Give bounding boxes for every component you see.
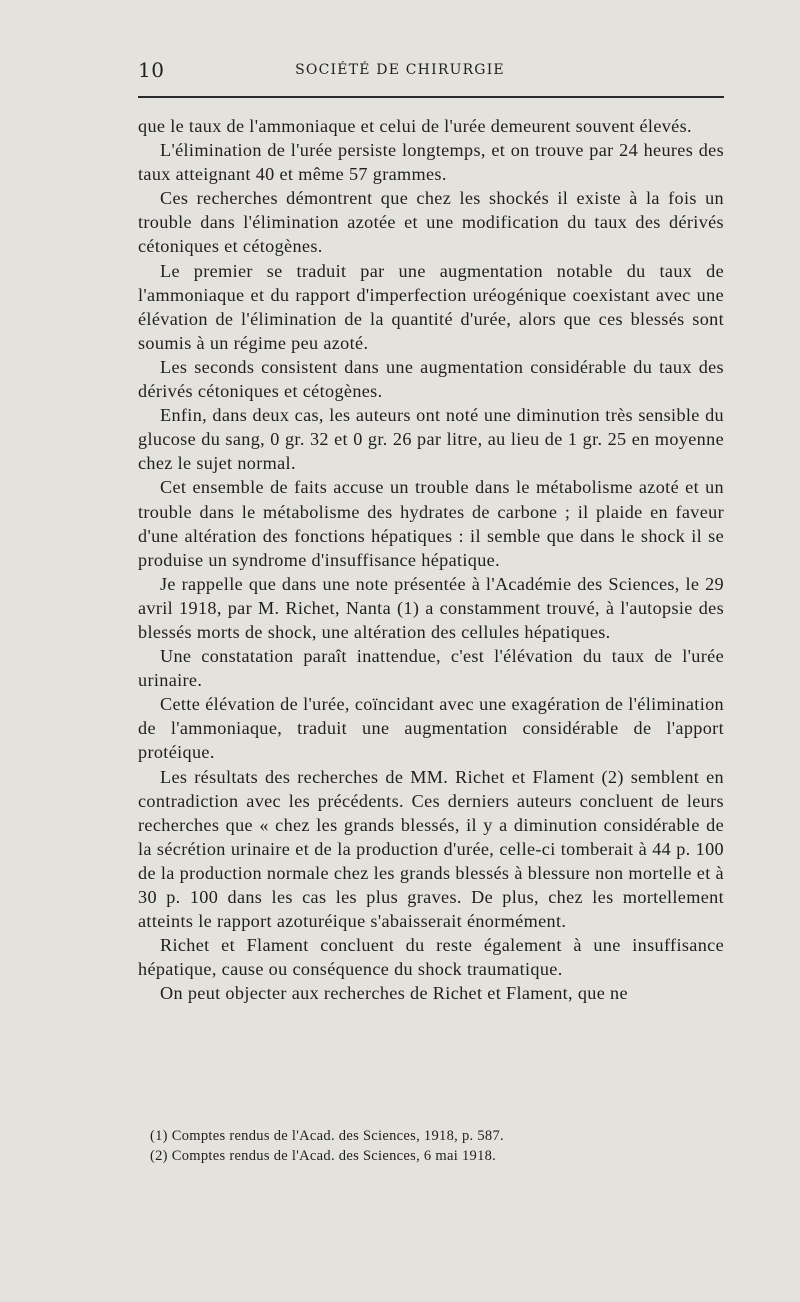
running-title: SOCIÉTÉ DE CHIRURGIE	[295, 62, 505, 78]
paragraph: Une constatation paraît inattendue, c'est l'élévation du taux de l'urée urinaire.	[138, 646, 724, 691]
paragraph-continued: que le taux de l'ammoniaque et celui de l'urée demeurent souvent élevés.	[138, 116, 692, 136]
paragraph: Cette élévation de l'urée, coïncidant avec une exagération de l'élimination de l'ammoniaque, traduit une augmentation considérable de l'apport protéique.	[138, 694, 724, 763]
paragraph: Enfin, dans deux cas, les auteurs ont noté une diminution très sensible du glucose du sang, 0 gr. 32 et 0 gr. 26 par litre, au lieu de 1 gr. 25 en moyenne chez le sujet normal.	[138, 405, 724, 474]
body-text	[138, 114, 724, 1005]
footnote: (1) Comptes rendus de l'Acad. des Sciences, 1918, p. 587.	[150, 1128, 504, 1144]
paragraph: L'élimination de l'urée persiste longtemps, et on trouve par 24 heures des taux atteignant 40 et même 57 grammes.	[138, 140, 724, 185]
footnote: (2) Comptes rendus de l'Acad. des Sciences, 6 mai 1918.	[150, 1148, 497, 1164]
paragraph: Je rappelle que dans une note présentée à l'Académie des Sciences, le 29 avril 1918, par M. Richet, Nanta (1) a constamment trouvé, à l'autopsie des blessés morts de shock, une altération des cellules hépatiques.	[138, 573, 724, 642]
paragraph: Les seconds consistent dans une augmentation considérable du taux des dérivés cétoniques et cétogènes.	[138, 356, 724, 402]
paragraph: Cet ensemble de faits accuse un trouble dans le métabolisme azoté et un trouble dans le métabolisme des hydrates de carbone ; il plaide en faveur d'une altération des fonctions hépatiques : il semble que dans le shock il se produise un syndrome d'insuffisance hépatique.	[138, 477, 724, 570]
paragraph: Ces recherches démontrent que chez les shockés il existe à la fois un trouble dans l'élimination azotée et une modification du taux des dérivés cétoniques et cétogènes.	[138, 188, 724, 257]
header-rule	[138, 96, 724, 98]
paragraph: Le premier se traduit par une augmentation notable du taux de l'ammoniaque et du rapport d'imperfection uréogénique coexistant avec une élévation de l'élimination de la quantité d'urée, alors que ces blessés sont soumis à un régime peu azoté.	[138, 260, 724, 353]
footnotes	[150, 1126, 730, 1166]
paragraph: Les résultats des recherches de MM. Richet et Flament (2) semblent en contradiction avec les précédents. Ces derniers auteurs concluent de leurs recherches que « chez les grands blessés, il y a diminution considérable de la sécrétion urinaire et de la production d'urée, celle-ci tomberait à 44 p. 100 de la production normale chez les grands blessés à blessure non mortelle et à 30 p. 100 dans les cas les plus graves. De plus, chez les mortellement atteints le rapport azoturéique s'abaisserait énormément.	[138, 766, 724, 932]
paragraph: On peut objecter aux recherches de Richet et Flament, que ne	[160, 983, 628, 1004]
page-number: 10	[138, 58, 165, 82]
paragraph: Richet et Flament concluent du reste également à une insuffisance hépatique, cause ou conséquence du shock traumatique.	[138, 935, 724, 980]
